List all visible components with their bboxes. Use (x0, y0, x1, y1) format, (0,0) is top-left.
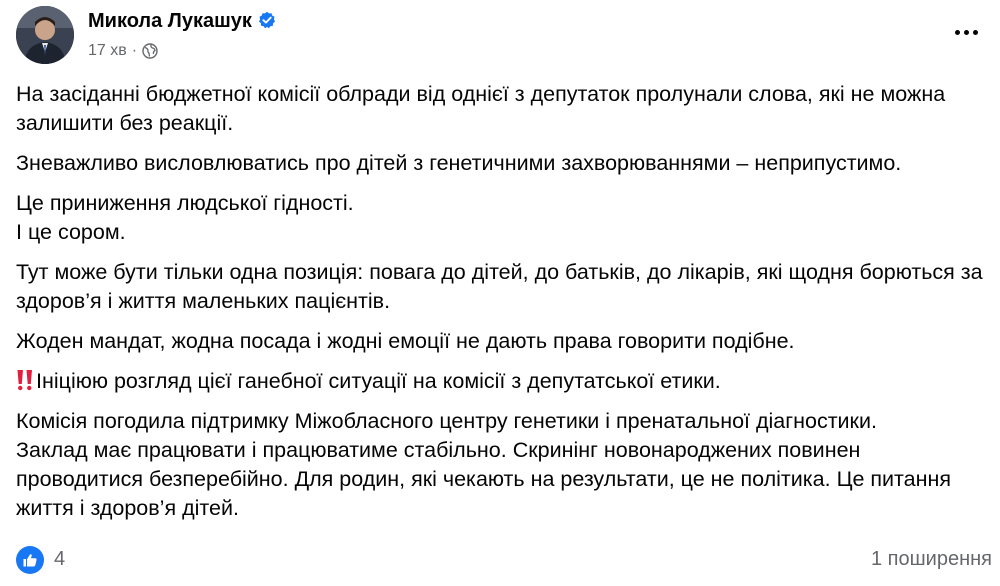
author-name[interactable]: Микола Лукашук (88, 10, 252, 32)
more-dot-icon (964, 30, 969, 35)
post-paragraph: Жоден мандат, жодна посада і жодні емоції не дають права говорити подібне. (16, 329, 795, 353)
post-paragraph: Зневажливо висловлюватись про дітей з генетичними захворюваннями – неприпустимо. (16, 151, 902, 175)
post-meta (88, 42, 158, 60)
post-paragraph: На засіданні бюджетної комісії облради від однієї з депутаток пролунали слова, які не можна залишити без реакції. (16, 82, 946, 135)
verified-badge-icon (258, 11, 276, 29)
like-icon (22, 552, 38, 568)
shares-count[interactable]: 1 поширення (870, 548, 992, 570)
double-exclamation-icon (16, 369, 34, 391)
post-paragraph: Це приниження людської гідності. І це сором. (16, 191, 354, 244)
warning-paragraph (16, 367, 991, 396)
like-reaction-badge[interactable] (16, 546, 44, 574)
globe-icon[interactable] (142, 43, 158, 59)
post-footer (16, 546, 992, 574)
more-dot-icon (973, 30, 978, 35)
post-paragraph: Комісія погодила підтримку Міжобласного центру генетики і пренатальної діагностики. Заклад має працювати і працюватиме стабільно. Скринінг новонароджених повинен проводитися безперебійно. Для родин, які чекають на результати, це не політика. Це питання життя і здоров’я дітей. (16, 409, 952, 520)
author-name-row (88, 10, 276, 33)
more-dot-icon (955, 30, 960, 35)
post-body (16, 80, 991, 534)
warning-text: Ініціюю розгляд цієї ганебної ситуації на комісії з депутатської етики. (36, 369, 721, 393)
post-paragraph: Тут може бути тільки одна позиція: повага до дітей, до батьків, до лікарів, які щодня борються за здоров’я і життя маленьких пацієнтів. (16, 260, 983, 313)
author-avatar[interactable] (16, 6, 74, 64)
more-options-button[interactable] (948, 20, 984, 44)
reaction-count[interactable]: 4 (54, 548, 66, 570)
post-header (16, 6, 984, 66)
post-timestamp[interactable]: 17 хв (88, 42, 127, 59)
meta-separator: · (131, 42, 138, 59)
